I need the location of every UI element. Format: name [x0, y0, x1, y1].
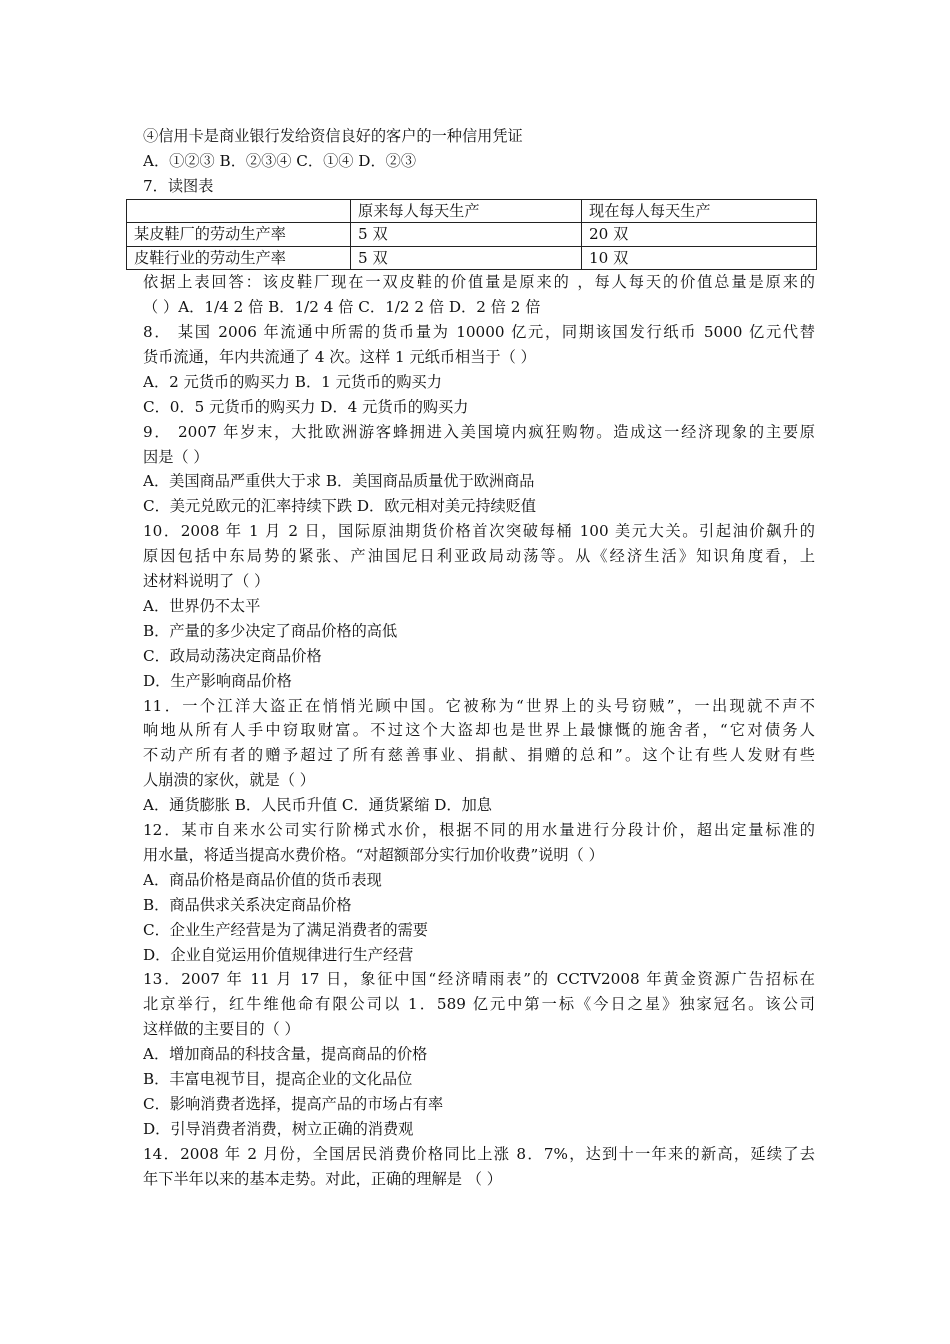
text-line: D．引导消费者消费，树立正确的消费观: [143, 1119, 414, 1138]
text-line: C．政局动荡决定商品价格: [143, 646, 322, 665]
question-7-title: 7．读图表: [143, 176, 214, 195]
table-header-cell: 现在每人每天生产: [582, 199, 817, 223]
text-line: 不动产所有者的赠予超过了所有慈善事业、捐献、捐赠的总和”。这个让有些人发财有些: [143, 746, 815, 765]
text-line: A．增加商品的科技含量，提高商品的价格: [143, 1045, 428, 1064]
text-line: A．美国商品严重供大于求 B．美国商品质量优于欧洲商品: [143, 472, 535, 491]
text-line: C．0．5 元货币的购买力 D．4 元货币的购买力: [143, 397, 469, 416]
text-line: C．影响消费者选择，提高产品的市场占有率: [143, 1094, 444, 1113]
table-cell: 5 双: [351, 223, 582, 247]
text-line: C．美元兑欧元的汇率持续下跌 D．欧元相对美元持续贬值: [143, 497, 537, 516]
text-line: 14．2008 年 2 月份，全国居民消费价格同比上涨 8．7%，达到十一年来的新高，延续了去: [143, 1144, 815, 1163]
text-line: 12．某市自来水公司实行阶梯式水价，根据不同的用水量进行分段计价，超出定量标准的: [143, 821, 815, 840]
text-line: B．商品供求关系决定商品价格: [143, 895, 352, 914]
productivity-table: [126, 199, 817, 271]
text-line: D．企业自觉运用价值规律进行生产经营: [143, 945, 414, 964]
text-line: 人崩溃的家伙，就是（ ）: [143, 771, 315, 790]
text-line: 8． 某国 2006 年流通中所需的货币量为 10000 亿元，同期该国发行纸币 5000 亿元代替: [143, 323, 815, 342]
table-cell: 某皮鞋厂的劳动生产率: [127, 223, 351, 247]
text-line: A．2 元货币的购买力 B．1 元货币的购买力: [143, 372, 442, 391]
text-line: 原因包括中东局势的紧张、产油国尼日利亚政局动荡等。从《经济生活》知识角度看，上: [143, 547, 815, 566]
option-line: ④信用卡是商业银行发给资信良好的客户的一种信用凭证: [143, 127, 523, 145]
table-header-cell: 原来每人每天生产: [351, 199, 582, 223]
table-row: [127, 223, 817, 247]
table-cell: 10 双: [582, 246, 817, 270]
text-line: 10．2008 年 1 月 2 日，国际原油期货价格首次突破每桶 100 美元大关。引起油价飙升的: [143, 522, 815, 541]
text-line: B．产量的多少决定了商品价格的高低: [143, 621, 398, 640]
text-line: 9． 2007 年岁末，大批欧洲游客蜂拥进入美国境内疯狂购物。造成这一经济现象的主要原: [143, 422, 815, 441]
text-line: 年下半年以来的基本走势。对此，正确的理解是 （ ）: [143, 1169, 502, 1188]
table-row: [127, 246, 817, 270]
text-line: 13．2007 年 11 月 17 日，象征中国“经济晴雨表”的 CCTV2008 年黄金资源广告招标在: [143, 970, 815, 989]
table-header-cell: [127, 199, 351, 223]
text-line: D．生产影响商品价格: [143, 671, 292, 690]
text-line: C．企业生产经营是为了满足消费者的需要: [143, 920, 428, 939]
text-line: 货币流通，年内共流通了 4 次。这样 1 元纸币相当于（ ）: [143, 347, 536, 366]
table-cell: 20 双: [582, 223, 817, 247]
text-line: 依据上表回答：该皮鞋厂现在一双皮鞋的价值量是原来的 ，每人每天的价值总量是原来的: [143, 273, 815, 292]
table-cell: 皮鞋行业的劳动生产率: [127, 246, 351, 270]
text-line: 因是（ ）: [143, 447, 209, 466]
question-body: [143, 270, 815, 1191]
document-page: [134, 124, 815, 1192]
text-line: 用水量，将适当提高水费价格。“对超额部分实行加价收费”说明（ ）: [143, 845, 604, 864]
text-line: B．丰富电视节目，提高企业的文化品位: [143, 1070, 413, 1089]
table-cell: 5 双: [351, 246, 582, 270]
text-line: A．世界仍不太平: [143, 596, 261, 615]
answer-choices: A．①②③ B．②③④ C．①④ D．②③: [143, 151, 417, 170]
text-line: 11．一个江洋大盗正在悄悄光顾中国。它被称为“世界上的头号窃贼”，一出现就不声不: [143, 696, 815, 715]
text-line: 这样做的主要目的（ ）: [143, 1020, 300, 1039]
text-line: 响地从所有人手中窃取财富。不过这个大盗却也是世界上最慷慨的施舍者，“它对债务人: [143, 721, 815, 740]
text-line: （ ）A．1/4 2 倍 B．1/2 4 倍 C．1/2 2 倍 D．2 倍 2 倍: [143, 298, 541, 317]
table-header-row: [127, 199, 817, 223]
text-line: 述材料说明了（ ）: [143, 572, 270, 591]
text-line: A．通货膨胀 B．人民币升值 C．通货紧缩 D．加息: [143, 796, 492, 815]
text-line: 北京举行，红牛维他命有限公司以 1．589 亿元中第一标《今日之星》独家冠名。该公司: [143, 995, 815, 1014]
text-line: A．商品价格是商品价值的货币表现: [143, 870, 382, 889]
